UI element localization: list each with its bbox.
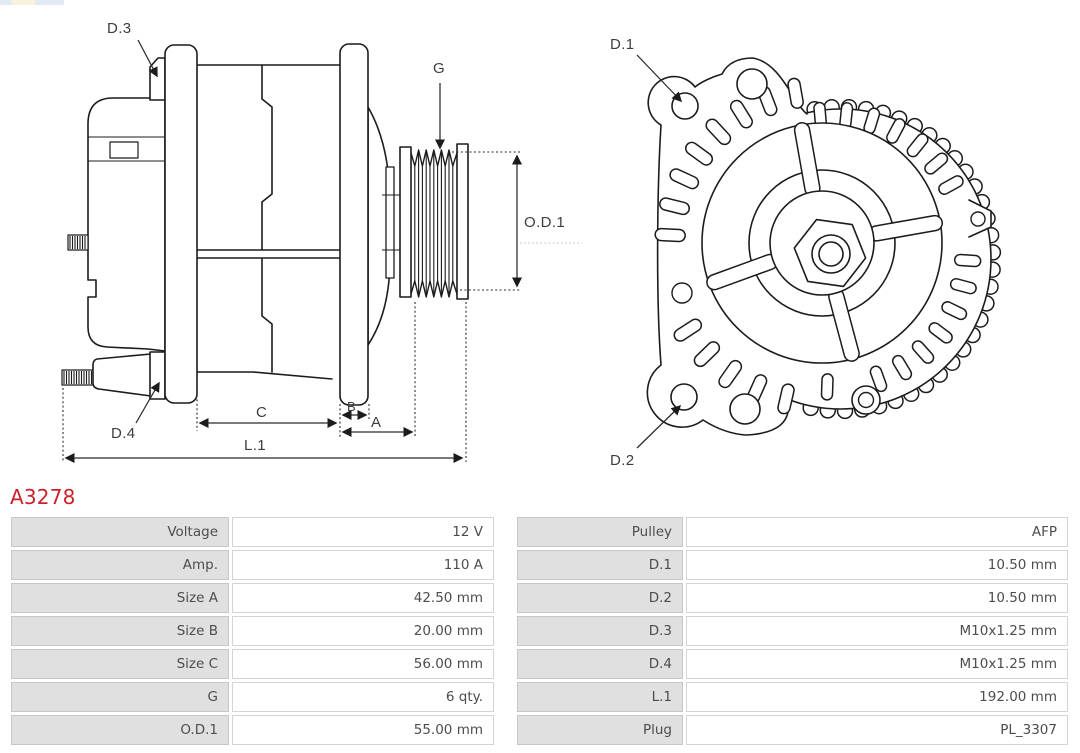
dim-label-od1: O.D.1 <box>524 214 566 231</box>
dim-label-b: B <box>347 399 357 414</box>
spec-label: Size B <box>11 616 229 646</box>
spec-label: D.1 <box>517 550 683 580</box>
spec-label: Size A <box>11 583 229 613</box>
spec-value: 192.00 mm <box>686 682 1068 712</box>
spec-label: D.3 <box>517 616 683 646</box>
d4-bolt-boss <box>93 354 151 396</box>
rear-housing <box>88 98 165 351</box>
spec-value: 10.50 mm <box>686 550 1068 580</box>
rear-mount-lug <box>165 45 197 403</box>
spec-value: 55.00 mm <box>232 715 494 745</box>
dim-label-d4: D.4 <box>111 425 136 442</box>
table-row <box>517 649 1068 679</box>
pulley <box>400 144 468 299</box>
d1-hole <box>672 93 698 119</box>
table-row <box>11 616 494 646</box>
front-view-drawing <box>610 36 1000 469</box>
table-row <box>517 583 1068 613</box>
spec-value: 12 V <box>232 517 494 547</box>
dim-label-a: A <box>371 414 382 431</box>
table-row <box>11 649 494 679</box>
dim-label-l1: L.1 <box>244 437 267 454</box>
top-hole <box>737 69 767 99</box>
spec-tables <box>8 514 1074 748</box>
table-row <box>517 550 1068 580</box>
shaft-bore <box>819 242 843 266</box>
spec-value: PL_3307 <box>686 715 1068 745</box>
table-row <box>517 682 1068 712</box>
plate-small-hole <box>672 283 692 303</box>
spec-value: AFP <box>686 517 1068 547</box>
d2-hole <box>671 384 697 410</box>
spec-value: 56.00 mm <box>232 649 494 679</box>
table-row <box>517 517 1068 547</box>
spec-label: Size C <box>11 649 229 679</box>
spec-label: D.4 <box>517 649 683 679</box>
spec-value: M10x1.25 mm <box>686 649 1068 679</box>
dim-label-d2: D.2 <box>610 452 635 469</box>
spec-label: Pulley <box>517 517 683 547</box>
lower-boss <box>150 352 165 399</box>
dim-label-d1: D.1 <box>610 36 635 53</box>
spec-table-left <box>8 514 497 748</box>
table-row <box>517 715 1068 745</box>
bottom-hole <box>730 394 760 424</box>
spec-label: L.1 <box>517 682 683 712</box>
spec-table-right <box>514 514 1071 748</box>
table-row <box>11 682 494 712</box>
spec-label: Amp. <box>11 550 229 580</box>
spec-value: 10.50 mm <box>686 583 1068 613</box>
spec-label: Voltage <box>11 517 229 547</box>
spec-value: 6 qty. <box>232 682 494 712</box>
dim-label-g: G <box>433 60 446 77</box>
side-view-drawing <box>62 20 582 462</box>
table-row <box>11 550 494 580</box>
table-row <box>11 517 494 547</box>
part-number: A3278 <box>10 485 76 509</box>
spec-value: M10x1.25 mm <box>686 616 1068 646</box>
shaft-spacer <box>386 167 394 278</box>
table-row <box>11 583 494 613</box>
spec-label: O.D.1 <box>11 715 229 745</box>
table-row <box>11 715 494 745</box>
upper-boss <box>150 58 165 100</box>
front-mount-lug <box>340 44 368 405</box>
spec-label: G <box>11 682 229 712</box>
spec-value: 42.50 mm <box>232 583 494 613</box>
spec-label: D.2 <box>517 583 683 613</box>
table-row <box>517 616 1068 646</box>
dim-label-c: C <box>256 404 268 421</box>
spec-value: 20.00 mm <box>232 616 494 646</box>
dim-label-d3: D.3 <box>107 20 132 37</box>
spec-label: Plug <box>517 715 683 745</box>
spec-value: 110 A <box>232 550 494 580</box>
connector-recess <box>110 142 138 158</box>
